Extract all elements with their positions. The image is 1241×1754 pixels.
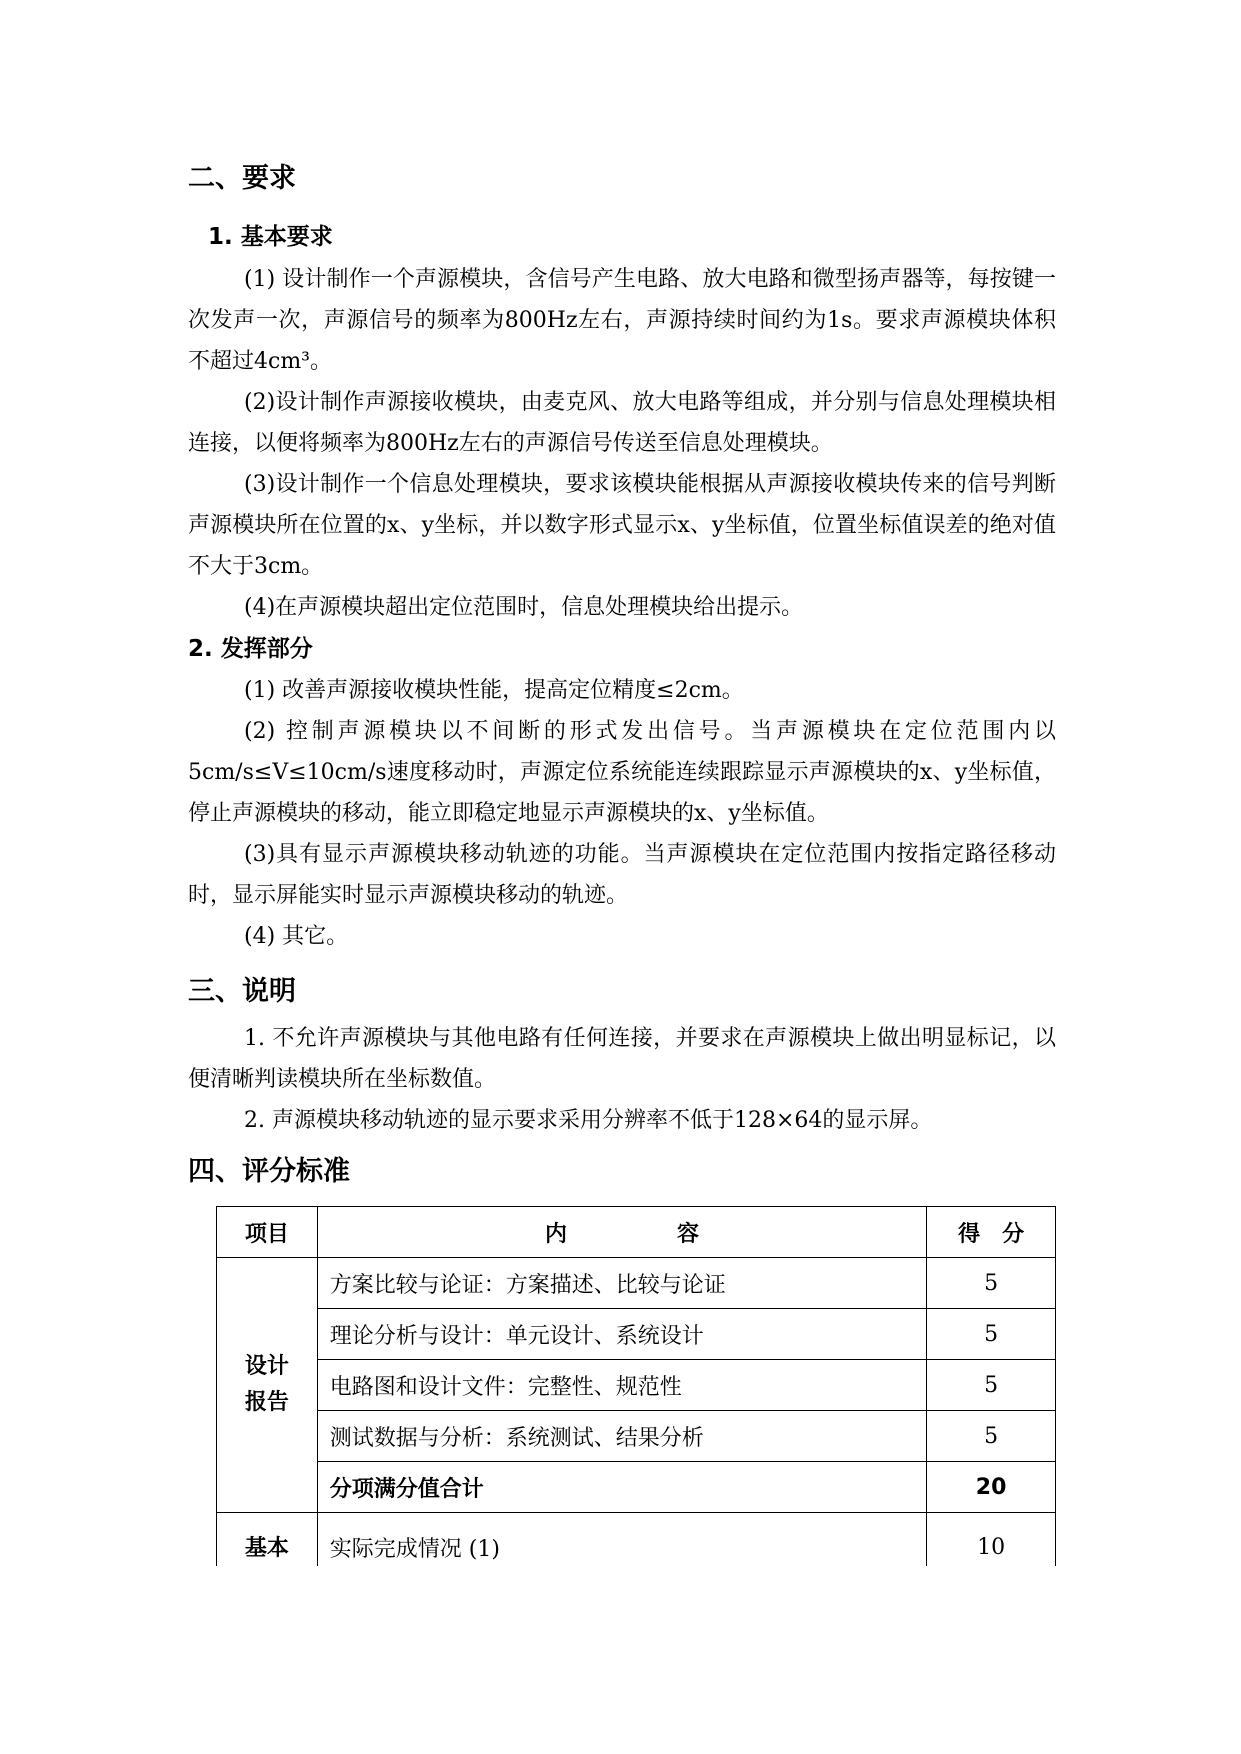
scoring-table	[216, 1206, 1056, 1582]
row-content: 实际完成情况 (1)	[317, 1513, 926, 1582]
group-design-report	[217, 1258, 318, 1513]
row-content: 测试数据与分析：系统测试、结果分析	[317, 1411, 926, 1462]
paragraph-basic-2: (2)设计制作声源接收模块，由麦克风、放大电路等组成，并分别与信息处理模块相连接，以便将频率为800Hz左右的声源信号传送至信息处理模块。	[188, 390, 1056, 456]
page-bottom-mask	[200, 1566, 1080, 1606]
paragraph-basic-3: (3)设计制作一个信息处理模块，要求该模块能根据从声源接收模块传来的信号判断声源模块所在位置的x、y坐标，并以数字形式显示x、y坐标值，位置坐标值误差的绝对值不大于3cm。	[188, 472, 1056, 579]
section-heading-requirements: 二、要求	[188, 163, 296, 194]
table-row	[217, 1258, 1056, 1309]
header-content: 内 容	[317, 1207, 926, 1258]
paragraph-advanced-2: (2) 控制声源模块以不间断的形式发出信号。当声源模块在定位范围内以5cm/s≤V≤10cm/s速度移动时，声源定位系统能连续跟踪显示声源模块的x、y坐标值，停止声源模块的移动，能立即稳定地显示声源模块的x、y坐标值。	[188, 719, 1056, 826]
table-row	[217, 1309, 1056, 1360]
subtotal-label: 分项满分值合计	[317, 1462, 926, 1513]
paragraph-basic-1: (1) 设计制作一个声源模块，含信号产生电路、放大电路和微型扬声器等，每按键一次发声一次，声源信号的频率为800Hz左右，声源持续时间约为1s。要求声源模块体积不超过4cm³。	[188, 267, 1056, 374]
row-score: 5	[927, 1360, 1056, 1411]
header-item: 项目	[217, 1207, 318, 1258]
paragraph-advanced-4: (4) 其它。	[244, 924, 349, 949]
group-label-line2: 报告	[244, 1390, 289, 1415]
subheading-advanced: 2. 发挥部分	[188, 636, 313, 662]
row-score: 5	[927, 1258, 1056, 1309]
subheading-basic-requirements: 1. 基本要求	[208, 224, 333, 250]
paragraph-advanced-3: (3)具有显示声源模块移动轨迹的功能。当声源模块在定位范围内按指定路径移动时，显示屏能实时显示声源模块移动的轨迹。	[188, 842, 1056, 908]
row-score: 5	[927, 1411, 1056, 1462]
row-content: 电路图和设计文件：完整性、规范性	[317, 1360, 926, 1411]
paragraph-basic-4: (4)在声源模块超出定位范围时，信息处理模块给出提示。	[244, 595, 804, 620]
row-content: 理论分析与设计：单元设计、系统设计	[317, 1309, 926, 1360]
paragraph-advanced-1: (1) 改善声源接收模块性能，提高定位精度≤2cm。	[244, 678, 744, 703]
row-score: 5	[927, 1309, 1056, 1360]
row-score: 10	[927, 1513, 1056, 1582]
table-row-subtotal	[217, 1462, 1056, 1513]
subtotal-score: 20	[927, 1462, 1056, 1513]
row-content: 方案比较与论证：方案描述、比较与论证	[317, 1258, 926, 1309]
paragraph-notes-2: 2. 声源模块移动轨迹的显示要求采用分辨率不低于128×64的显示屏。	[244, 1108, 933, 1133]
group-basic: 基本	[217, 1513, 318, 1582]
table-row	[217, 1360, 1056, 1411]
table-header-row	[217, 1207, 1056, 1258]
paragraph-notes-1: 1. 不允许声源模块与其他电路有任何连接，并要求在声源模块上做出明显标记，以便清晰判读模块所在坐标数值。	[188, 1026, 1056, 1092]
section-heading-scoring: 四、评分标准	[188, 1156, 350, 1187]
section-heading-notes: 三、说明	[188, 976, 296, 1007]
header-score: 得 分	[927, 1207, 1056, 1258]
group-label-line1: 设计	[244, 1354, 289, 1379]
table-row	[217, 1411, 1056, 1462]
